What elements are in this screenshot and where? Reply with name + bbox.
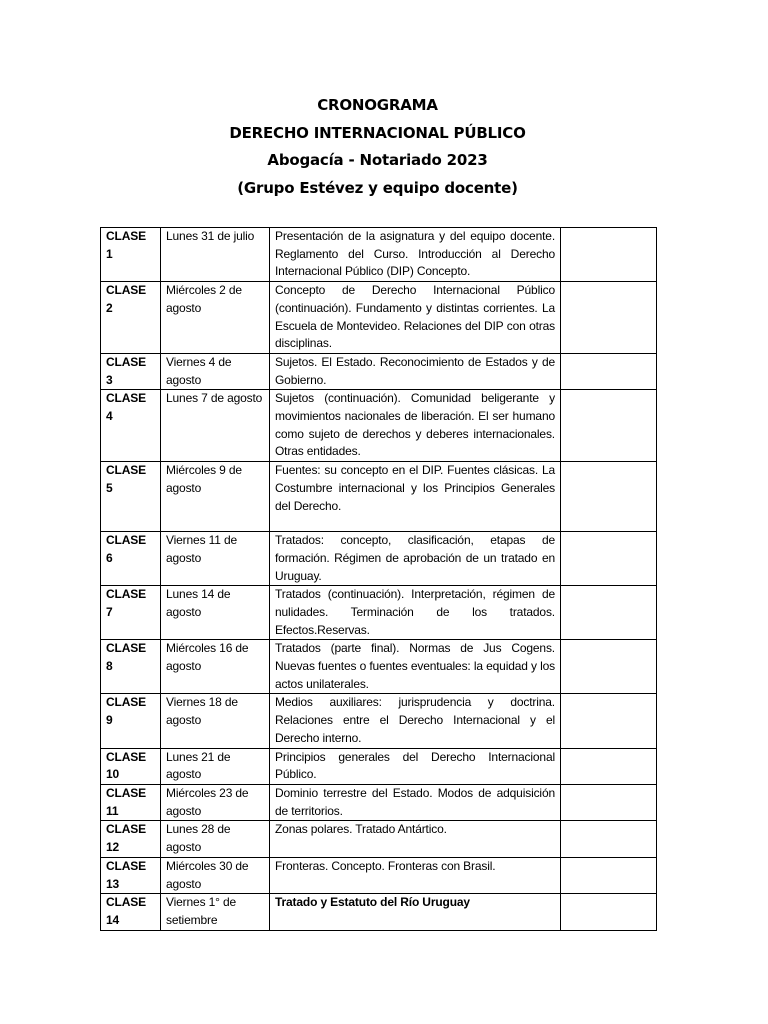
class-date: Lunes 28 de agosto <box>161 821 270 857</box>
class-date: Miércoles 9 de agosto <box>161 462 270 532</box>
class-extra <box>561 228 657 282</box>
class-topic: Presentación de la asignatura y del equipo docente. Reglamento del Curso. Introducción al Derecho Internacional Público (DIP) Concepto. <box>270 228 561 282</box>
class-date: Miércoles 30 de agosto <box>161 857 270 893</box>
class-extra <box>561 894 657 930</box>
class-number: CLASE 8 <box>101 640 161 694</box>
table-row <box>101 857 657 893</box>
table-row <box>101 748 657 784</box>
class-extra <box>561 748 657 784</box>
class-topic: Sujetos (continuación). Comunidad beligerante y movimientos nacionales de liberación. El ser humano como sujeto de derechos y deberes internacionales. Otras entidades. <box>270 390 561 462</box>
class-topic: Tratados (continuación). Interpretación, régimen de nulidades. Terminación de los tratados. Efectos.Reservas. <box>270 586 561 640</box>
class-number: CLASE 4 <box>101 390 161 462</box>
class-date: Lunes 21 de agosto <box>161 748 270 784</box>
class-date: Miércoles 2 de agosto <box>161 282 270 354</box>
class-number: CLASE 12 <box>101 821 161 857</box>
class-topic: Dominio terrestre del Estado. Modos de adquisición de territorios. <box>270 784 561 820</box>
class-number: CLASE 5 <box>101 462 161 532</box>
table-row <box>101 821 657 857</box>
table-row <box>101 228 657 282</box>
class-date: Miércoles 16 de agosto <box>161 640 270 694</box>
class-extra <box>561 640 657 694</box>
class-extra <box>561 586 657 640</box>
class-date: Lunes 7 de agosto <box>161 390 270 462</box>
class-number: CLASE 1 <box>101 228 161 282</box>
class-topic: Medios auxiliares: jurisprudencia y doctrina. Relaciones entre el Derecho Internacional y el Derecho interno. <box>270 694 561 748</box>
class-extra <box>561 353 657 389</box>
class-extra <box>561 857 657 893</box>
table-row <box>101 784 657 820</box>
class-extra <box>561 784 657 820</box>
class-date: Viernes 1° de setiembre <box>161 894 270 930</box>
class-number: CLASE 11 <box>101 784 161 820</box>
header-group: (Grupo Estévez y equipo docente) <box>237 178 518 197</box>
table-row <box>101 390 657 462</box>
table-row <box>101 462 657 532</box>
class-extra <box>561 694 657 748</box>
header-title: CRONOGRAMA <box>317 96 438 114</box>
document-header <box>0 92 755 202</box>
class-number: CLASE 3 <box>101 353 161 389</box>
class-number: CLASE 2 <box>101 282 161 354</box>
class-topic: Sujetos. El Estado. Reconocimiento de Estados y de Gobierno. <box>270 353 561 389</box>
class-date: Miércoles 23 de agosto <box>161 784 270 820</box>
class-extra <box>561 390 657 462</box>
table-row <box>101 694 657 748</box>
table-row <box>101 586 657 640</box>
class-date: Viernes 11 de agosto <box>161 532 270 586</box>
class-topic: Concepto de Derecho Internacional Público (continuación). Fundamento y distintas corrientes. La Escuela de Montevideo. Relaciones del DIP con otras disciplinas. <box>270 282 561 354</box>
class-extra <box>561 821 657 857</box>
class-date: Viernes 4 de agosto <box>161 353 270 389</box>
class-topic: Tratados (parte final). Normas de Jus Cogens. Nuevas fuentes o fuentes eventuales: la equidad y los actos unilaterales. <box>270 640 561 694</box>
table-row <box>101 640 657 694</box>
class-number: CLASE 9 <box>101 694 161 748</box>
class-topic: Tratado y Estatuto del Río Uruguay <box>270 894 561 930</box>
class-topic: Fronteras. Concepto. Fronteras con Brasil. <box>270 857 561 893</box>
class-topic: Principios generales del Derecho Internacional Público. <box>270 748 561 784</box>
class-topic: Tratados: concepto, clasificación, etapas de formación. Régimen de aprobación de un tratado en Uruguay. <box>270 532 561 586</box>
schedule-table <box>100 227 657 931</box>
class-number: CLASE 6 <box>101 532 161 586</box>
class-number: CLASE 10 <box>101 748 161 784</box>
table-row <box>101 894 657 930</box>
class-date: Lunes 14 de agosto <box>161 586 270 640</box>
table-row <box>101 282 657 354</box>
class-extra <box>561 282 657 354</box>
class-date: Lunes 31 de julio <box>161 228 270 282</box>
class-number: CLASE 14 <box>101 894 161 930</box>
class-number: CLASE 13 <box>101 857 161 893</box>
header-course-year: Abogacía - Notariado 2023 <box>267 151 488 169</box>
table-row <box>101 532 657 586</box>
class-topic: Fuentes: su concepto en el DIP. Fuentes clásicas. La Costumbre internacional y los Principios Generales del Derecho. <box>270 462 561 532</box>
class-number: CLASE 7 <box>101 586 161 640</box>
class-extra <box>561 532 657 586</box>
table-row <box>101 353 657 389</box>
class-topic: Zonas polares. Tratado Antártico. <box>270 821 561 857</box>
class-date: Viernes 18 de agosto <box>161 694 270 748</box>
class-extra <box>561 462 657 532</box>
header-subject: DERECHO INTERNACIONAL PÚBLICO <box>229 123 526 142</box>
